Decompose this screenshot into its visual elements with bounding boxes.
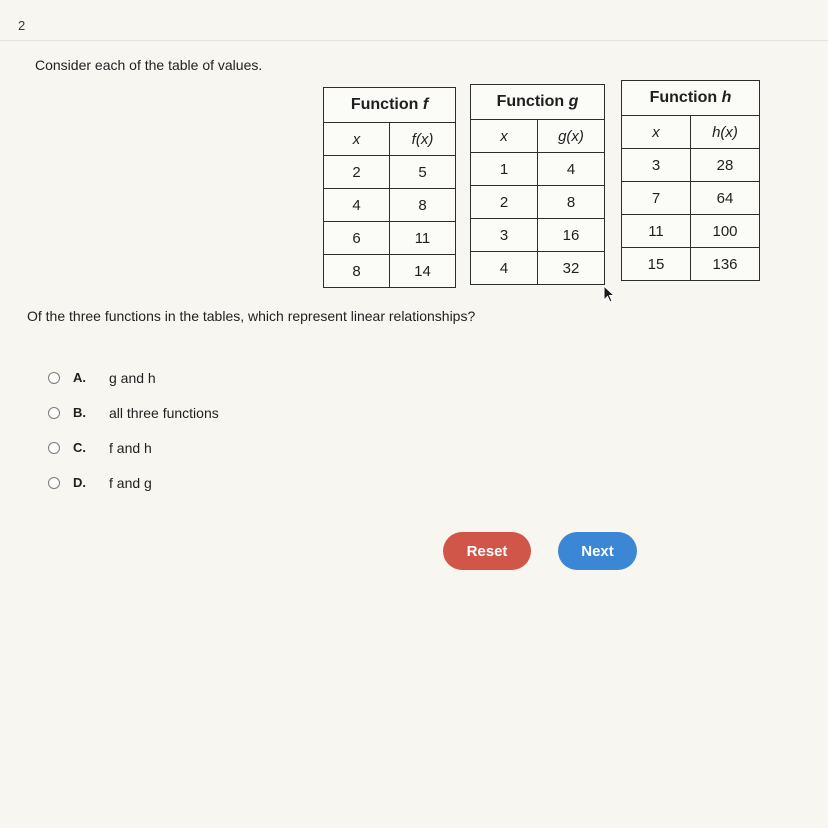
radio-button[interactable]: [48, 477, 60, 489]
y-cell: 16: [538, 219, 605, 252]
option-c[interactable]: [48, 430, 219, 465]
table-row: [622, 215, 760, 248]
option-text: all three functions: [109, 404, 219, 421]
y-column-header: h(x): [691, 116, 760, 149]
table-row: [622, 149, 760, 182]
x-column-header: x: [324, 123, 390, 156]
function-h-table: [621, 80, 760, 281]
x-cell: 7: [622, 182, 691, 215]
next-button[interactable]: Next: [558, 532, 637, 570]
question-number: 2: [18, 18, 26, 33]
table-row: [471, 219, 605, 252]
table-title: Function h: [622, 81, 760, 116]
table-row: [622, 248, 760, 281]
y-cell: 4: [538, 153, 605, 186]
header-divider: [0, 40, 828, 41]
table-title: Function f: [324, 88, 456, 123]
x-column-header: x: [471, 120, 538, 153]
table-row: [471, 153, 605, 186]
mouse-pointer-icon: [603, 285, 615, 308]
y-column-header: g(x): [538, 120, 605, 153]
reset-button[interactable]: Reset: [443, 532, 531, 570]
x-cell: 8: [324, 255, 390, 288]
x-cell: 4: [324, 189, 390, 222]
table-row: [622, 182, 760, 215]
radio-button[interactable]: [48, 372, 60, 384]
y-cell: 8: [538, 186, 605, 219]
function-g-table: [470, 84, 605, 285]
x-column-header: x: [622, 116, 691, 149]
option-a[interactable]: [48, 360, 219, 395]
x-cell: 11: [622, 215, 691, 248]
y-cell: 32: [538, 252, 605, 285]
y-cell: 5: [390, 156, 456, 189]
table-row: [324, 189, 456, 222]
x-cell: 3: [622, 149, 691, 182]
x-cell: 2: [324, 156, 390, 189]
x-cell: 1: [471, 153, 538, 186]
option-letter: A.: [73, 370, 86, 385]
y-cell: 100: [691, 215, 760, 248]
function-f-table: [323, 87, 456, 288]
x-cell: 6: [324, 222, 390, 255]
table-title: Function g: [471, 85, 605, 120]
question-prompt: Consider each of the table of values.: [35, 57, 263, 73]
table-row: [324, 222, 456, 255]
y-cell: 64: [691, 182, 760, 215]
y-cell: 8: [390, 189, 456, 222]
option-b[interactable]: [48, 395, 219, 430]
option-text: g and h: [109, 369, 156, 386]
table-row: [471, 252, 605, 285]
option-text: f and h: [109, 439, 152, 456]
y-cell: 136: [691, 248, 760, 281]
radio-button[interactable]: [48, 442, 60, 454]
y-cell: 14: [390, 255, 456, 288]
y-cell: 28: [691, 149, 760, 182]
option-letter: D.: [73, 475, 86, 490]
x-cell: 3: [471, 219, 538, 252]
option-d[interactable]: [48, 465, 219, 500]
x-cell: 15: [622, 248, 691, 281]
option-letter: B.: [73, 405, 86, 420]
y-cell: 11: [390, 222, 456, 255]
x-cell: 2: [471, 186, 538, 219]
answer-options: [48, 360, 219, 500]
radio-button[interactable]: [48, 407, 60, 419]
table-row: [324, 255, 456, 288]
table-row: [471, 186, 605, 219]
question-text: Of the three functions in the tables, which represent linear relationships?: [27, 308, 476, 324]
y-column-header: f(x): [390, 123, 456, 156]
option-text: f and g: [109, 474, 152, 491]
option-letter: C.: [73, 440, 86, 455]
table-row: [324, 156, 456, 189]
x-cell: 4: [471, 252, 538, 285]
